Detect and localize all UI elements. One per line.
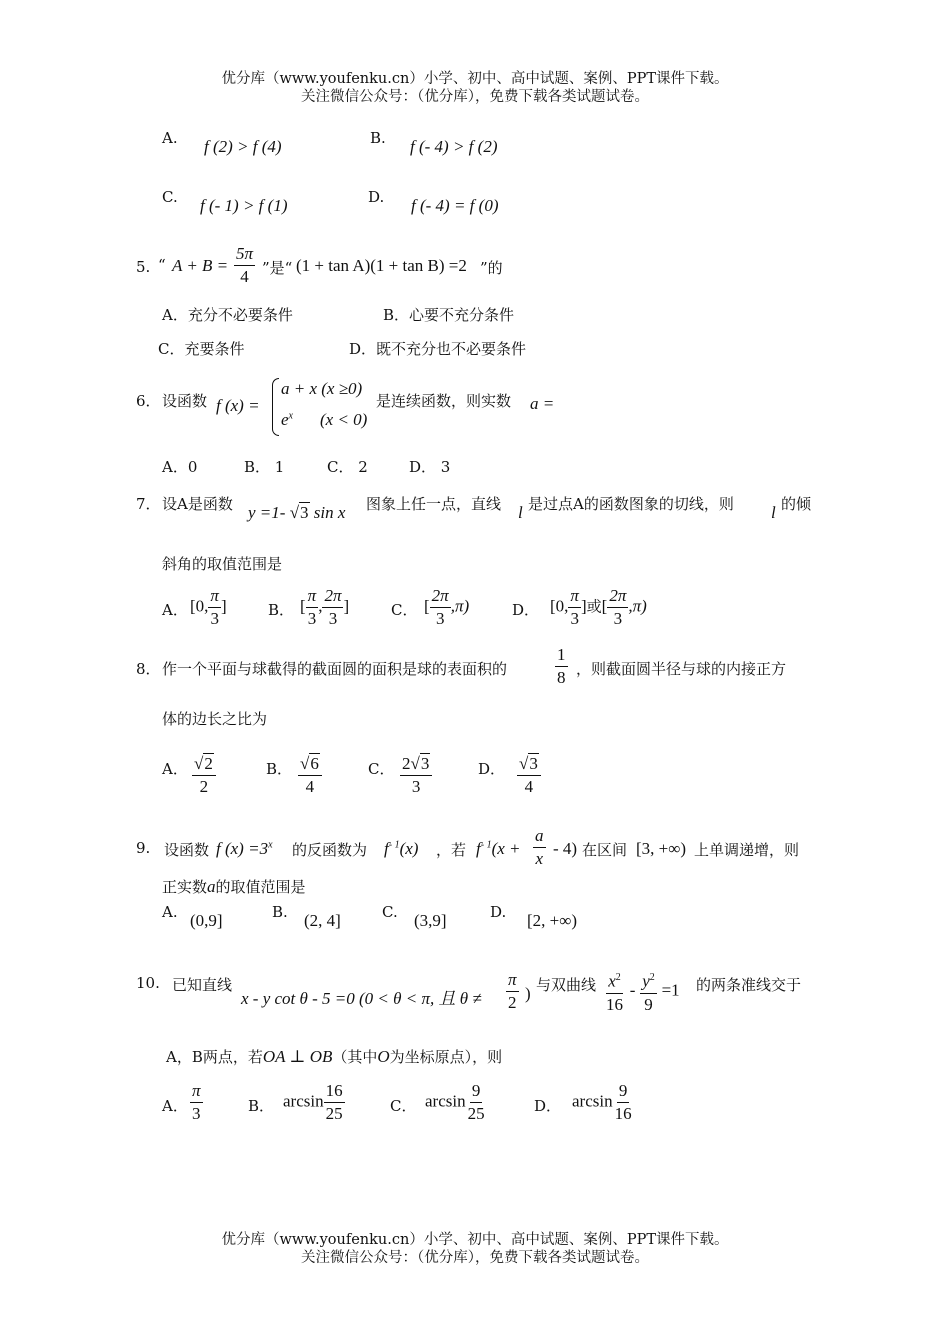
q10-option-b-label: B． [248,1097,275,1115]
q9-arg-post: - 4) [553,839,578,858]
q4-option-c-math: f (- 1) > f (1) [200,196,288,215]
q10-line-2 [166,1046,502,1067]
q5-lhs: A + B = [172,256,229,275]
q7-d-num2: 2π [607,586,628,608]
q10-x2 [606,968,623,994]
header-line-1: 优分库（www.youfenku.cn）小学、初中、高中试题、案例、PPT课件下载。 [221,71,729,87]
q10-b-arcsin: arcsin [283,1091,324,1111]
q4-option-a-math: f (2) > f (4) [204,137,282,156]
q7-d-close2: ,π) [628,596,647,616]
q10-eq1: =1 [661,980,680,1000]
q7-stem-1: 设A是函数 [162,495,233,513]
q8-fraction [555,645,568,688]
q10-option-c-math [425,1081,487,1124]
q8-d-rad: 3 [529,754,538,773]
q9-frac-den: x [535,849,544,868]
q7-option-b-label: B． [268,601,295,619]
q7-stem-3: 是过点A的函数图象的切线，则 [528,495,734,513]
q7-func-lhs: y =1- [248,503,286,522]
q8-stem-1: 作一个平面与球截得的截面圆的面积是球的表面积的 [162,660,508,678]
q10-line2-mid: （其中 [332,1048,378,1066]
q9-stem-3: ，若 [436,841,467,859]
q10-c-arcsin: arcsin [425,1091,466,1111]
q5-mid: ”是“ [262,259,293,277]
q9-option-a-label: A. [162,903,178,921]
q8-option-c-label: C． [368,760,395,778]
q8-frac-num: 1 [555,645,568,667]
q6-option-b: B． 1 [244,458,285,476]
q8-stem-2: ，则截面圆半径与球的内接正方 [576,660,787,678]
q4-option-b-math: f (- 4) > f (2) [410,137,498,156]
q9-function [216,839,273,859]
q10-pi-fraction [506,970,519,1013]
q9-option-a-val: (0,9] [190,911,223,930]
q8-number: 8． [136,660,161,678]
q9-inverse-2 [476,839,521,859]
q10-c-num: 9 [470,1081,483,1103]
q7-line-l-2: l [771,503,776,522]
q8-c-coef: 2 [402,754,411,773]
q9-finv-sup: - 1 [388,839,400,851]
q10-d-den: 16 [614,1104,632,1123]
q10-option-d-label: D． [534,1097,562,1115]
q10-y: y [642,971,650,991]
q8-option-a-math: $\frac{√2}{2}$ [192,754,216,797]
q9-option-d-label: D. [490,903,507,921]
q8-option-d-math: $\frac{√3}{4}$ [517,754,541,797]
q9-stem-1: 设函数 [164,841,210,859]
q4-option-b-label: B. [370,129,386,147]
q5-number: 5. [136,258,151,276]
q8-option-b-math: $\frac{√6}{4}$ [298,754,322,797]
q10-x: x [608,971,616,991]
q10-line2-post: 为坐标原点），则 [389,1048,503,1066]
q7-stem-4: 的倾 [781,495,812,513]
q8-c-den: 3 [411,777,421,796]
q4-option-a-label: A. [162,129,178,147]
q9-finv-arg: (x) [399,839,419,858]
q7-a-num: π [208,586,221,608]
q5-frac-num: 5π [234,244,255,266]
q9-fraction [533,826,546,869]
q7-b-num2: 2π [322,586,343,608]
q7-c-den: 3 [435,609,445,628]
q7-func-tail: sin x [313,503,346,522]
q7-option-a-label: A． [162,601,188,619]
q7-d-den2: 3 [613,609,623,628]
q6-number: 6． [136,392,161,410]
q8-option-a-label: A． [162,760,188,778]
q10-option-a-label: A． [162,1097,188,1115]
q4-option-d-math: f (- 4) = f (0) [411,196,499,215]
q10-y-sq: 2 [649,972,655,983]
q7-b-num1: π [306,586,319,608]
q7-d-num1: π [568,586,581,608]
q9-number: 9. [136,839,151,857]
q9-option-b-label: B. [272,903,288,921]
q9-stem-4: 在区间 [582,841,628,859]
q10-pi-num: π [506,970,519,992]
q7-b-close: ] [343,596,350,616]
q7-c-close: ,π) [450,596,470,616]
q6-option-d: D． 3 [409,458,451,476]
q9-finv2-pre: (x + [491,839,521,858]
q8-line-2: 体的边长之比为 [162,710,268,728]
q6-stem-1: 设函数 [162,392,208,410]
q4-option-d-label: D. [368,188,385,206]
q10-line-eq: x - y cot θ - 5 =0 (0 < θ < π, 且 θ ≠ [241,989,482,1008]
q7-b-den1: 3 [307,609,317,628]
q9-stem-2: 的反函数为 [292,841,368,859]
q7-b-open: [ [300,596,306,616]
q10-d9: 9 [644,994,653,1014]
q7-d-den1: 3 [570,609,579,628]
q7-option-d-label: D． [512,601,540,619]
q7-func-sqrt: √3 [289,503,309,522]
q9-interval: [3, +∞) [636,839,687,858]
q10-option-a-math [190,1081,203,1124]
q6-var: a = [530,394,555,413]
q7-option-c-label: C． [391,601,418,619]
q6-fx: f (x) = [216,396,260,415]
q8-a-den: 2 [199,777,209,796]
q7-d-open: [0, [550,596,569,616]
q7-d-open2: [ [601,596,608,616]
q8-a-rad: 2 [204,754,213,773]
q8-d-den: 4 [524,777,534,796]
header-line-2: 关注微信公众号：（优分库），免费下载各类试题试卷。 [301,89,649,105]
q6-case-2-base [281,410,293,430]
q5-frac-den: 4 [240,267,249,286]
q10-b-den: 25 [325,1104,343,1123]
q10-option-d-math [572,1081,634,1124]
q10-hyperbola [604,968,680,1015]
q6-case-2-e: e [281,410,289,429]
q7-b-comma: , [318,596,323,616]
q9-stem-5: 上单调递增，则 [694,841,800,859]
q7-option-a-math [190,586,227,629]
q10-a-num: π [190,1081,203,1103]
q9-inverse [384,839,418,859]
q6-brace [272,378,279,436]
q10-stem-2: 与双曲线 [536,976,597,994]
q7-option-c-math [424,586,469,629]
q9-option-b-val: (2, 4] [304,911,341,930]
q9-option-c-val: (3,9] [414,911,447,930]
q8-option-b-label: B． [266,760,293,778]
q7-option-b-math [300,586,349,629]
q7-func-rad: 3 [300,503,309,522]
q10-y2 [640,968,657,994]
q9-line2-post: 的取值范围是 [215,878,306,896]
q7-d-close1: ] [580,596,587,616]
q8-b-den: 4 [305,777,315,796]
q10-stem-3: 的两条准线交于 [696,976,802,994]
q10-pi-den: 2 [508,993,517,1012]
q7-option-d-math [550,586,647,629]
q8-frac-den: 8 [557,668,566,687]
q10-option-b-math [283,1081,345,1124]
q9-finv2: f [476,839,481,858]
q5-fraction [234,244,255,287]
q10-minus: - [629,980,636,1000]
q10-a-den: 3 [192,1104,201,1123]
q7-c-open: [ [424,596,430,616]
q10-d-arcsin: arcsin [572,1091,613,1111]
q10-paren: ) [525,984,531,1003]
q8-b-rad: 6 [310,754,319,773]
footer-line-2: 关注微信公众号：（优分库），免费下载各类试题试卷。 [301,1250,649,1266]
q9-option-c-label: C. [382,903,398,921]
q7-b-den2: 3 [328,609,338,628]
q10-number: 10. [136,974,160,992]
q10-b-num: 16 [324,1081,345,1103]
q7-c-num: 2π [430,586,451,608]
q10-x-sq: 2 [615,972,621,983]
q7-line-l-1: l [518,503,523,522]
q9-line2-pre: 正实数 [162,878,208,896]
q7-stem-2: 图象上任一点，直线 [366,495,502,513]
q4-option-c-label: C. [162,188,178,206]
q10-stem-1: 已知直线 [172,976,233,994]
q10-d-num: 9 [617,1081,630,1103]
q9-line2-var: a [207,877,216,896]
q5-expr: (1 + tan A)(1 + tan B) =2 [296,256,467,275]
q5-option-a: A．充分不必要条件 [162,306,293,324]
q8-c-rad: 3 [420,754,430,773]
q9-frac-num: a [533,826,546,848]
q5-open-quote: “ [158,256,166,274]
q8-option-c-math: $\frac{2√3}{3}$ [400,754,432,797]
q6-stem-2: 是连续函数，则实数 [376,392,512,410]
q7-number: 7． [136,495,161,513]
q5-option-b: B．心要不充分条件 [383,306,515,324]
q10-perp: OA ⊥ OB [262,1047,333,1066]
q10-option-c-label: C． [390,1097,417,1115]
q9-f1-sup: x [268,839,273,851]
q7-line-2: 斜角的取值范围是 [162,555,283,573]
q5-option-c: C．充要条件 [158,340,245,358]
q6-case-1: a + x (x ≥0) [281,379,363,398]
q9-f1: f (x) =3 [216,839,269,858]
q10-line2-pre: A，B两点，若 [166,1048,263,1066]
q7-a-den: 3 [210,609,219,628]
q6-case-2-sup: x [288,410,293,422]
q9-finv2-sup: - 1 [480,839,492,851]
q10-o: O [377,1047,390,1066]
q9-line-2 [162,876,306,897]
q7-a-close: ] [220,596,227,616]
q6-option-c: C． 2 [327,458,368,476]
q5-option-d: D．既不充分也不必要条件 [349,340,527,358]
footer-line-1: 优分库（www.youfenku.cn）小学、初中、高中试题、案例、PPT课件下载。 [221,1232,729,1248]
q10-d16: 16 [606,994,623,1014]
q9-option-d-val: [2, +∞) [527,911,578,930]
q5-tail: ”的 [480,259,503,277]
q6-case-2-cond: (x < 0) [320,410,368,429]
q6-option-a: A．0 [162,458,198,476]
q7-d-or: 或 [586,597,602,616]
q7-function [248,503,345,523]
q9-finv: f [384,839,389,858]
q7-a-open: [0, [190,596,209,616]
q8-option-d-label: D． [478,760,506,778]
q10-c-den: 25 [467,1104,485,1123]
